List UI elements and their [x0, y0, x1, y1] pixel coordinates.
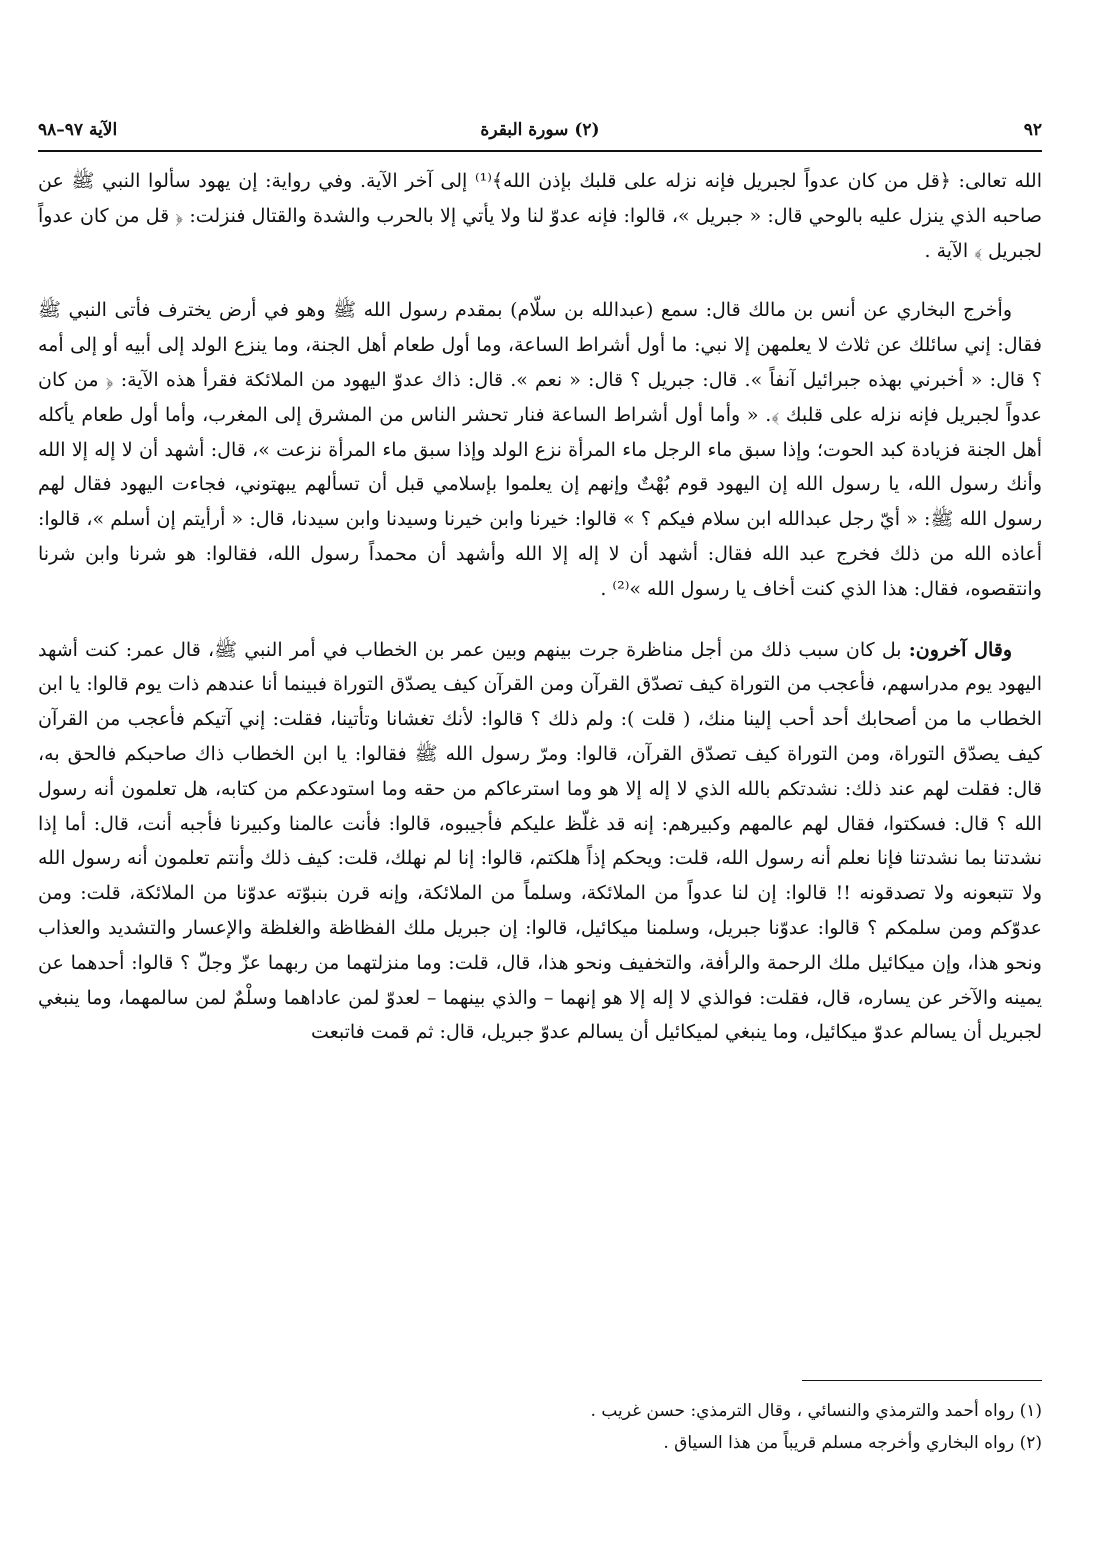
- body-text: [38, 164, 1042, 1050]
- header-rule: [38, 150, 1042, 152]
- footnotes: [38, 1395, 1042, 1459]
- ayah-range: الآية ٩٧–٩٨: [38, 120, 118, 140]
- footnote-2: (٢) رواه البخاري وأخرجه مسلم قريباً من هذا السياق .: [663, 1433, 1042, 1453]
- paragraph-3-text: بل كان سبب ذلك من أجل مناظرة جرت بينهم وبين عمر بن الخطاب في أمر النبي ﷺ، قال عمر: كنت أشهد اليهود يوم مدراسهم، فأعجب من التوراة كيف تصدّق القرآن ومن القرآن كيف يصدّق التوراة فبينما أنا عندهم ذات يوم قالوا: يا ابن الخطاب ما من أصحابك أحد أحب إلينا منك، ( قلت ): ولم ذلك ؟ قالوا: لأنك تغشانا وتأتينا، فقلت: إني آتيكم فأعجب من القرآن كيف يصدّق التوراة، ومن التوراة كيف تصدّق القرآن، قالوا: ومرّ رسول الله ﷺ فقالوا: يا ابن الخطاب ذاك صاحبكم فالحق به، قال: فقلت لهم عند ذلك: نشدتكم بالله الذي لا إله إلا هو وما استرعاكم من حقه وما استودعكم من كتابه، هل تعلمون أنه رسول الله ؟ قال: فسكتوا، فقال لهم عالمهم وكبيرهم: إنه قد غلّظ عليكم فأجيبوه، قالوا: فأنت عالمنا وكبيرنا فأجبه أنت، قال: أما إذا نشدتنا بما نشدتنا فإنا نعلم أنه رسول الله، قلت: ويحكم إذاً هلكتم، قالوا: إنا لم نهلك، قلت: كيف ذلك وأنتم تعلمون أنه رسول الله ولا تتبعونه ولا تصدقونه !! قالوا: إن لنا عدواً من الملائكة، وسلماً من الملائكة، وإنه قرن بنبوّته عدوّنا من الملائكة، قلت: ومن عدوّكم ومن سلمكم ؟ قالوا: عدوّنا جبريل، وسلمنا ميكائيل، قالوا: إن جبريل ملك الفظاظة والغلظة والإعسار والتشديد والعذاب ونحو هذا، وإن ميكائيل ملك الرحمة والرأفة، والتخفيف ونحو هذا، قال، قلت: وما منزلتهما من ربهما عزّ وجلّ ؟ قالوا: أحدهما عن يمينه والآخر عن يساره، قال، فقلت: فوالذي لا إله إلا هو إنهما – والذي بينهما – لعدوّ لمن عاداهما وسلْمٌ لمن سالمهما، وما ينبغي لجبريل أن يسالم عدوّ ميكائيل، وما ينبغي لميكائيل أن يسالم عدوّ جبريل، قال: ثم قمت فاتبعت: [38, 638, 1042, 1044]
- paragraph-1: الله تعالى: ﴿قل من كان عدواً لجبريل فإنه نزله على قلبك بإذن الله﴾⁽¹⁾ إلى آخر الآية. وفي رواية: إن يهود سألوا النبي ﷺ عن صاحبه الذي ينزل عليه بالوحي قال: « جبريل »، قالوا: فإنه عدوّ لنا ولا يأتي إلا بالحرب والشدة والقتال فنزلت: ﴿ قل من كان عدواً لجبريل ﴾ الآية .: [38, 170, 1043, 262]
- page-number: ٩٢: [1023, 120, 1042, 140]
- footnote-rule: [802, 1380, 1042, 1381]
- paragraph-3-lead: وقال آخرون:: [908, 638, 1013, 661]
- footnote-1: (١) رواه أحمد والترمذي والنسائي ، وقال الترمذي: حسن غريب .: [590, 1401, 1042, 1421]
- running-header: [38, 112, 1042, 148]
- paragraph-3: [38, 633, 1042, 1051]
- paragraph-2: [38, 293, 1042, 606]
- paragraph-2-text: وأخرج البخاري عن أنس بن مالك قال: سمع (عبدالله بن سلّام) بمقدم رسول الله ﷺ وهو في أرض يخترف فأتى النبي ﷺ فقال: إني سائلك عن ثلاث لا يعلمهن إلا نبي: ما أول أشراط الساعة، وما أول طعام أهل الجنة، وما ينزع الولد إلى أبيه أو إلى أمه ؟ قال: « أخبرني بهذه جبرائيل آنفاً ». قال: جبريل ؟ قال: « نعم ». قال: ذاك عدوّ اليهود من الملائكة فقرأ هذه الآية: ﴿ من كان عدواً لجبريل فإنه نزله على قلبك ﴾. « وأما أول أشراط الساعة فنار تحشر الناس من المشرق إلى المغرب، وأما أول طعام يأكله أهل الجنة فزيادة كبد الحوت؛ وإذا سبق ماء الرجل ماء المرأة نزع الولد وإذا سبق ماء المرأة نزعت »، قال: أشهد أن لا إله إلا الله وأنك رسول الله، يا رسول الله إن اليهود قوم بُهْتٌ وإنهم إن يعلموا بإسلامي قبل أن تسألهم يبهتوني، فجاءت اليهود فقال لهم رسول الله ﷺ: « أيّ رجل عبدالله ابن سلام فيكم ؟ » قالوا: خيرنا وابن خيرنا وسيدنا وابن سيدنا، قال: « أرأيتم إن أسلم »، قالوا: أعاذه الله من ذلك فخرج عبد الله فقال: أشهد أن لا إله إلا الله وأشهد أن محمداً رسول الله، فقالوا: هو شرنا وابن شرنا وانتقصوه، فقال: هذا الذي كنت أخاف يا رسول الله »⁽²⁾ .: [38, 299, 1042, 600]
- surah-title: (٢) سورة البقرة: [480, 120, 600, 140]
